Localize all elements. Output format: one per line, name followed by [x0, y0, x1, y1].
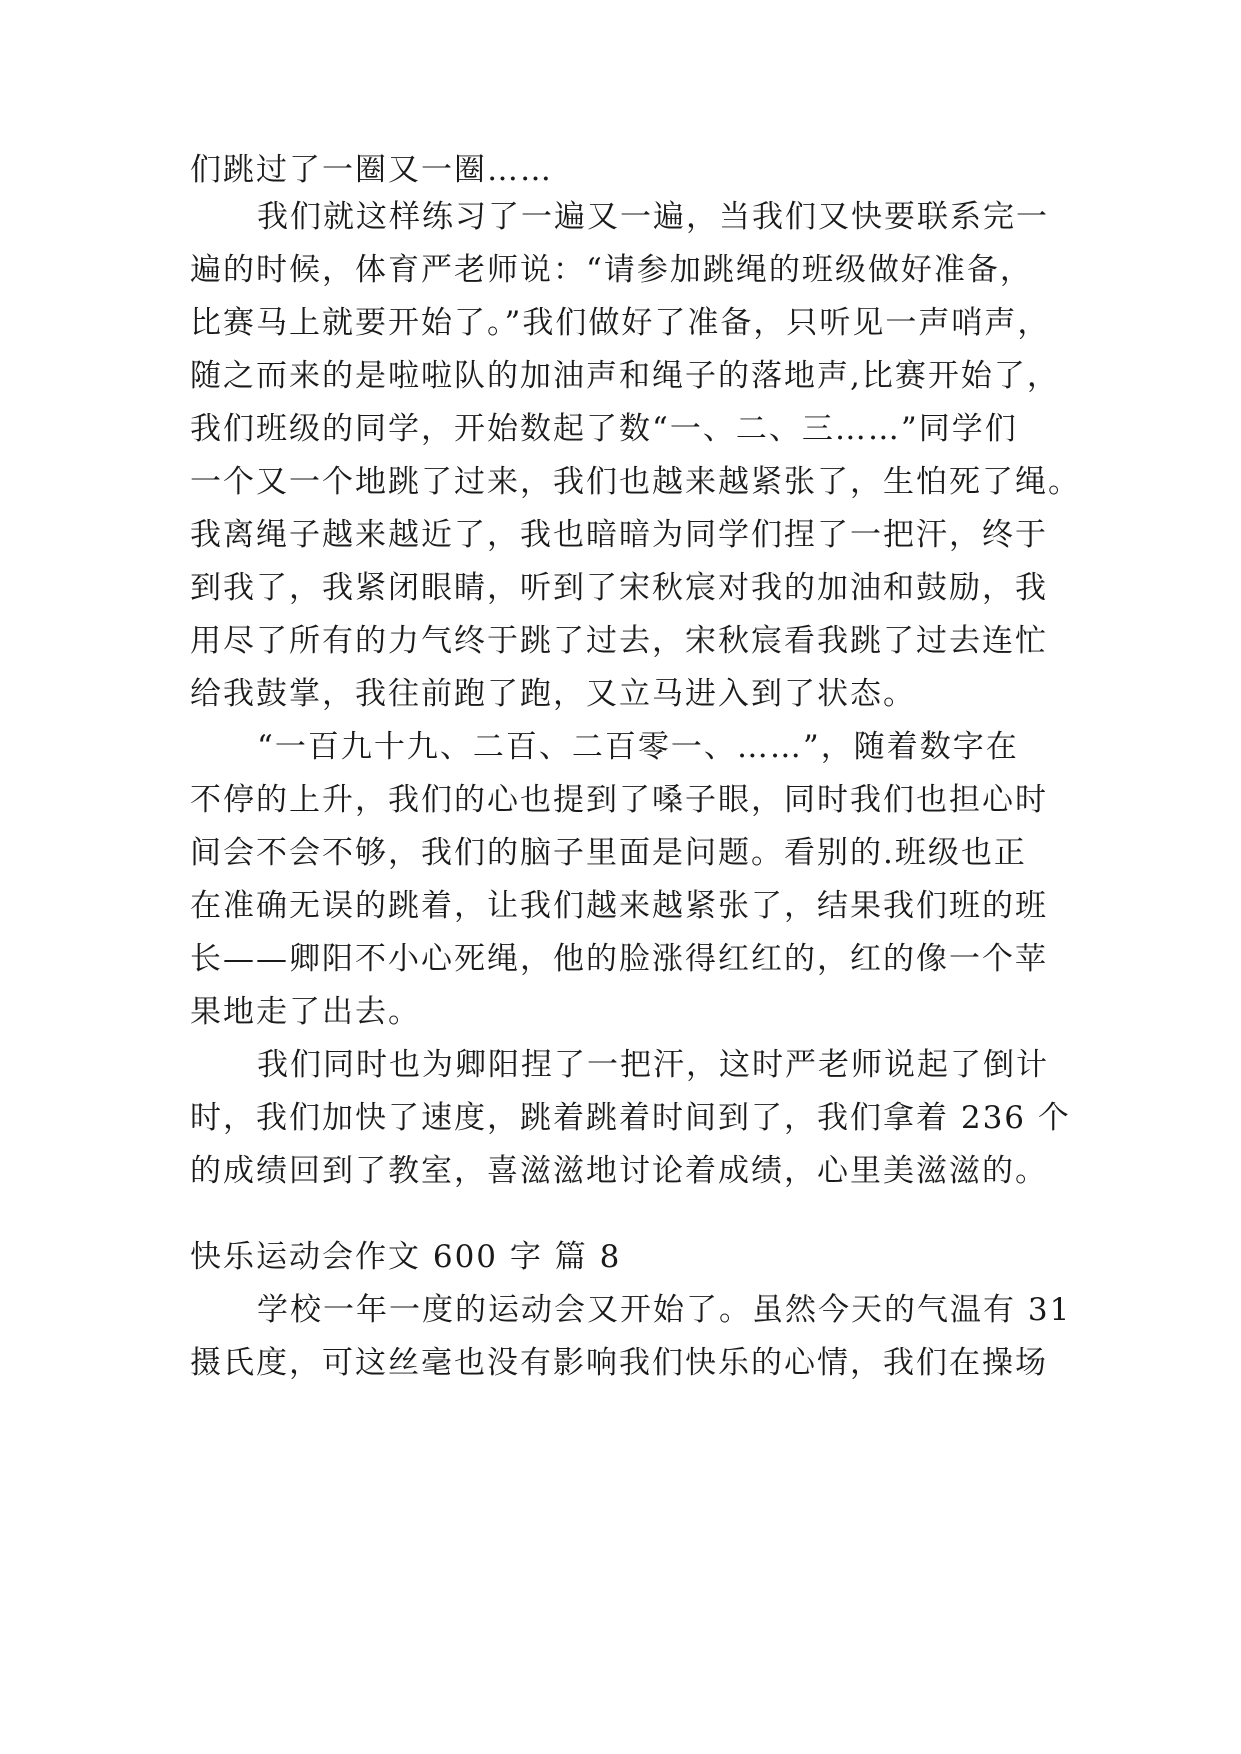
paragraph-line: 一个又一个地跳了过来，我们也越来越紧张了，生怕死了绳。 — [190, 464, 1081, 500]
paragraph-line: 随之而来的是啦啦队的加油声和绳子的落地声,比赛开始了， — [190, 358, 1060, 394]
paragraph-line: 们跳过了一圈又一圈…… — [190, 152, 553, 188]
paragraph-line: 果地走了出去。 — [190, 994, 421, 1030]
paragraph-line: “一百九十九、二百、二百零一、……”，随着数字在 — [257, 729, 1019, 765]
paragraph-line: 比赛马上就要开始了。”我们做好了准备，只听见一声哨声， — [190, 305, 1051, 341]
paragraph-line: 间会不会不够，我们的脑子里面是问题。看别的.班级也正 — [190, 835, 1027, 871]
section-heading: 快乐运动会作文 600 字 篇 8 — [190, 1239, 622, 1275]
paragraph-line: 给我鼓掌，我往前跑了跑，又立马进入到了状态。 — [190, 676, 916, 712]
paragraph-line: 长——卿阳不小心死绳，他的脸涨得红红的，红的像一个苹 — [190, 941, 1048, 977]
paragraph-line: 在准确无误的跳着，让我们越来越紧张了，结果我们班的班 — [190, 888, 1048, 924]
paragraph-line: 用尽了所有的力气终于跳了过去，宋秋宸看我跳了过去连忙 — [190, 623, 1048, 659]
paragraph-line: 到我了，我紧闭眼睛，听到了宋秋宸对我的加油和鼓励，我 — [190, 570, 1048, 606]
paragraph-line: 学校一年一度的运动会又开始了。虽然今天的气温有 31 — [257, 1292, 1072, 1328]
paragraph-line: 我们班级的同学，开始数起了数“一、二、三……”同学们 — [190, 411, 1018, 447]
paragraph-line: 遍的时候，体育严老师说：“请参加跳绳的班级做好准备， — [190, 252, 1033, 288]
paragraph-line: 我们同时也为卿阳捏了一把汗，这时严老师说起了倒计 — [257, 1047, 1049, 1083]
paragraph-line: 我离绳子越来越近了，我也暗暗为同学们捏了一把汗，终于 — [190, 517, 1048, 553]
paragraph-line: 摄氏度，可这丝毫也没有影响我们快乐的心情，我们在操场 — [190, 1345, 1048, 1381]
paragraph-line: 时，我们加快了速度，跳着跳着时间到了，我们拿着 236 个 — [190, 1100, 1071, 1136]
paragraph-line: 我们就这样练习了一遍又一遍，当我们又快要联系完一 — [257, 199, 1049, 235]
paragraph-line: 不停的上升，我们的心也提到了嗓子眼，同时我们也担心时 — [190, 782, 1048, 818]
paragraph-line: 的成绩回到了教室，喜滋滋地讨论着成绩，心里美滋滋的。 — [190, 1153, 1048, 1189]
